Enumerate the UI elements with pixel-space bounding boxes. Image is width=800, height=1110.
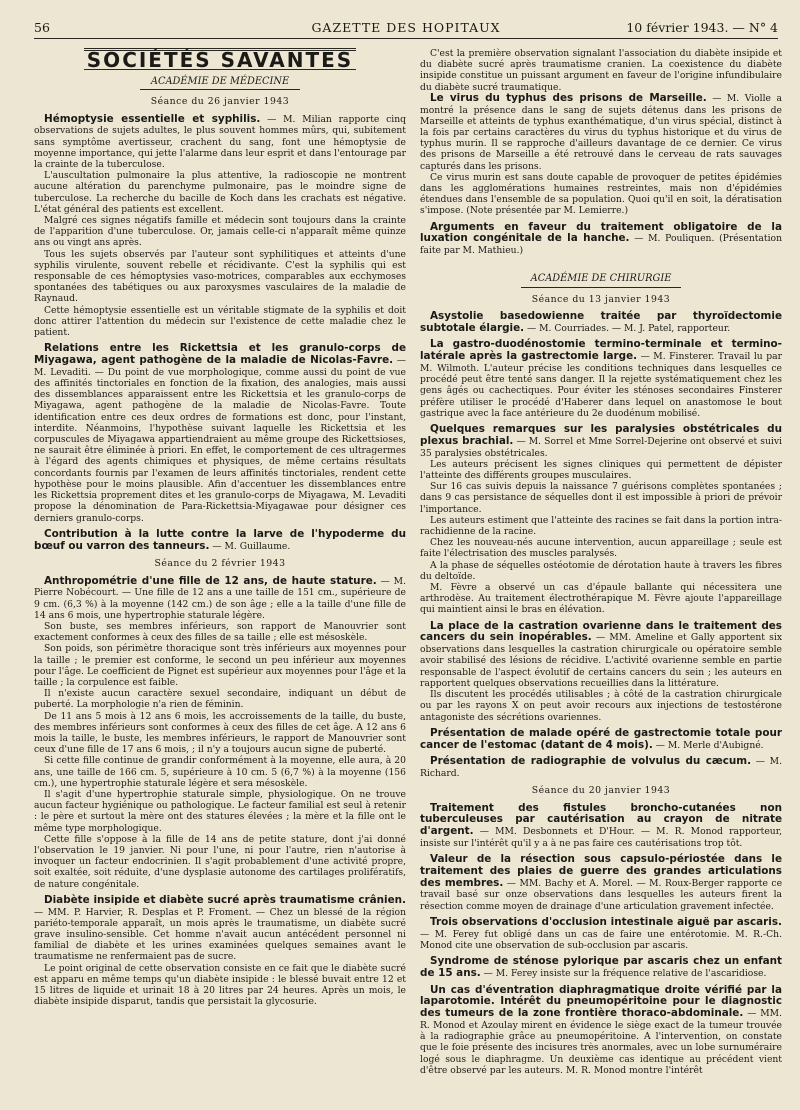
paragraph: Les auteurs précisent les signes cliniques qui permettent de dépister l'atteinte des différents groupes musculaires. [420,458,782,482]
paragraph: Chez les nouveau-nés aucune intervention, aucun appareillage ; seule est faite l'électrisation des muscles paralysés. [420,537,782,560]
article-title: Diabète insipide et diabète sucré après traumatisme crânien. [44,893,406,906]
article-text: — M. Courriades. — M. J. Patel, rapporteur. [524,322,731,334]
article-text: — M. Merle d'Aubigné. [652,739,764,751]
article-text: — MM. Bachy et A. Morel. — M. Roux-Berger rapporte ce travail basé sur onze observations dans lesquelles les auteurs firent la résection comme moyen de drainage d'une articulation gravement infectée. [420,877,783,912]
section-title: SOCIÉTÉS SAVANTES [84,48,356,70]
article-title: Contribution à la lutte contre la larve de l'hypoderme du bœuf ou varron des tanneurs. [34,527,406,552]
paragraph: Tous les sujets observés par l'auteur sont syphilitiques et atteints d'une syphilis virulente, souvent rebelle et récidivante. C'est la syphilis qui est responsable de ces hémoptysies vaso-motrices, comparables aux ecchymoses spontanées des tabétiques ou aux paroxysmes vasculaires de la maladie de Raynaud. [34,248,406,305]
article [420,621,782,723]
article-title: Anthropométrie d'une fille de 12 ans, de haute stature. [44,574,377,587]
paragraph: Le point original de cette observation consiste en ce fait que le diabète sucré est apparu en même temps qu'un diabète insipide : le blessé buvait entre 12 et 15 litres de liquide et urinait 18 à 20 litres par 24 heures. Après un mois, le diabète insipide disparut, tandis que persistait la glycosurie. [34,962,406,1008]
article-title: Arguments en faveur du traitement obligatoire de la luxation congénitale de la hanche. [420,220,782,245]
journal-title: GAZETTE DES HOPITAUX [311,20,501,35]
article [420,917,782,951]
session-date: Séance du 13 janvier 1943 [531,293,671,305]
article [420,424,782,616]
article [420,756,782,779]
paragraph: Malgré ces signes négatifs famille et médecin sont toujours dans la crainte de l'apparition d'une tuberculose. Or, jamais celle-ci n'apparaît même quinze ans ou vingt ans après. [34,215,406,249]
paragraph: A la phase de séquelles ostéotomie de dérotation haute à travers les fibres du deltoïde. [420,559,782,582]
article-title: Le virus du typhus des prisons de Marseille. [430,91,707,104]
divider [521,287,681,288]
issue-date: 10 février 1943. — N° 4 [626,20,778,35]
article [34,895,406,1008]
article-title: Hémoptysie essentielle et syphilis. [44,112,261,125]
article-text: — MM. R. Monod et Azoulay mirent en évidence le siège exact de la tumeur trouvée à la radiographie grâce au pneumopéritoine. A l'intervention, on constate que le foie présente des incisures très anormales, avec un lobe surnuméraire logé sous le diaphragme. Un deuxième cas identique au précédent vient d'être observé par les auteurs. M. R. Monod montre l'intérêt [420,1008,782,1076]
article-text: — M. Violle a montré la présence dans le sang de sujets détenus dans les prisons de Marseille et atteints de typhus exanthématique, d'un virus spécial, distinct à la fois par certains caractères du virus du typhus historique et du virus de typhus murin. Il se rapproche d'ailleurs davantage de ce dernier. Ce virus des prisons de Marseille a été retrouvé dans le cerveau de rats sauvages capturés dans les prisons. [420,92,782,172]
article-title: Quelques remarques sur les paralysies obstétricales du plexus brachial. [420,423,782,447]
paragraph: Son poids, son périmètre thoracique sont très inférieurs aux moyennes pour la taille ; le premier est conforme, le second un peu inférieur aux moyennes pour l'âge. Le coefficient de Pignet est supérieur aux moyennes pour l'âge et la taille ; la corpulence est faible. [34,643,406,688]
article-text: — M. Guillaume. [209,540,291,552]
paragraph: De 11 ans 5 mois à 12 ans 6 mois, les accroissements de la taille, du buste, des membres inférieurs sont conformes à ceux des filles de cet âge. A 12 ans 6 mois la taille, le buste, les membres inférieurs, le rapport de Manouvrier sont ceux d'une fille de 17 ans 6 mois, ; il n'y a toujours aucun signe de puberté. [34,710,406,756]
article-title: La place de la castration ovarienne dans le traitement des cancers du sein inopérables. [420,619,782,644]
article-text: — M. Pouliquen. (Présentation faite par M. Mathieu.) [420,233,782,257]
article-text: — M. Ferey fut obligé dans un cas de faire une entérotomie. M. R.-Ch. Monod cite une observation de sub-occlusion par ascaris. [420,928,782,951]
paragraph: C'est la première observation signalant l'association du diabète insipide et du diabète sucré après traumatisme cranien. La coexistence du diabète insipide constitue un puissant argument en faveur de l'origine infundibulaire du diabète sucré traumatique. [420,48,782,93]
article-text: — M. Milian rapporte cinq observations de sujets adultes, le plus souvent hommes mûrs, qui, subitement sans symptôme avertisseur, crachent du sang, font une hémoptysie de moyenne importance, qui jette l'alarme dans leur esprit et dans l'entourage par la crainte de la tuberculose. [34,113,406,171]
article-text: — M. Richard. [420,756,782,780]
article [34,114,406,339]
paragraph: Ce virus murin est sans doute capable de provoquer de petites épidémies dans les agglomérations humaines restreintes, mais non d'épidémies étendues dans l'ensemble de sa population. Quoi qu'il en soit, la dératisation s'impose. (Note présentée par M. Lemierre.) [420,171,782,217]
article-title: Relations entre les Rickettsia et les granulo-corps de Miyagawa, agent pathogène de la maladie de Nicolas-Favre. [34,342,406,367]
left-column [34,48,406,1012]
article-title: Présentation de radiographie de volvulus du cæcum. [430,755,752,768]
article-title: Présentation de malade opéré de gastrectomie totale pour cancer de l'estomac (datant de 4 mois). [420,726,782,751]
page-number: 56 [34,20,50,35]
article [34,529,406,553]
article-title: Syndrome de sténose pylorique par ascaris chez un enfant de 15 ans. [420,955,782,979]
paragraph: Sur 16 cas suivis depuis la naissance 7 guérisons complètes spontanées ; dans 9 cas persistance de séquelles dont il est impossible à priori de prévoir l'importance. [420,481,782,515]
article-text: — MM. P. Harvier, R. Desplas et P. Froment. — Chez un blessé de la région pariéto-temporale apparaît, un mois après le traumatisme, un diabète sucré grave insulino-sensible. Cet homme n'avait aucun antécédent personnel ni familial de diabète et les urines examinées quelques semaines avant le traumatisme ne renfermaient pas de sucre. [34,906,406,963]
article-text: — M. Sorrel et Mme Sorrel-Dejerine ont observé et suivi 35 paralysies obstétricales. [420,435,782,459]
running-header [34,16,778,39]
article [420,956,782,980]
article [420,854,782,912]
paragraph: Ils discutent les procédés utilisables ; à côté de la castration chirurgicale ou par les rayons X on peut avoir recours aux injections de testostérone antagoniste des sécrétions ovariennes. [420,689,782,723]
article-title: Traitement des fistules broncho-cutanées non tuberculeuses par cautérisation au crayon de nitrate d'argent. [420,801,782,838]
article-text: — MM. Desbonnets et D'Hour. — M. R. Monod rapporteur, insiste sur l'intérêt qu'il y a à ne pas faire ces cautérisations trop tôt. [420,826,782,849]
article-text: — M. Finsterer. Travail lu par M. Wilmoth. L'auteur précise les conditions techniques dans lesquelles ce procédé peut être tenté sans danger. Il la rejette systématiquement chez les gens âgés ou cachectiques. Pour éviter les sténoses secondaires Finsterer préfère utiliser le procédé d'Haberer dans lequel on anastomose le bout gastrique avec la face antérieure du 2e duodénum mobilisé. [420,351,782,419]
paragraph: Son buste, ses membres inférieurs, son rapport de Manouvrier sont exactement conformes à ceux des filles de sa taille ; elle est mésoskèle. [34,620,406,644]
article-title: Un cas d'éventration diaphragmatique droite vérifié par la laparotomie. Intérêt du pneumopéritoine pour le diagnostic des tumeurs de la zone frontière thoraco-abdominale. [420,983,782,1020]
article [34,576,406,890]
divider [140,89,300,90]
article [420,339,782,419]
article-text: — M. Ferey insiste sur la fréquence relative de l'ascaridiose. [480,967,767,979]
article [420,222,782,257]
academy-heading: ACADÉMIE DE MÉDECINE [150,76,290,88]
article-title: Asystolie basedowienne traitée par thyroïdectomie subtotale élargie. [420,309,782,334]
article [34,343,406,523]
article-title: Valeur de la résection sous capsulo-périostée dans le traitement des plaies de guerre des grandes articulations des membres. [420,853,782,889]
paragraph: L'auscultation pulmonaire la plus attentive, la radioscopie ne montrent aucune altération du parenchyme pulmonaire, pas le moindre signe de tuberculose. La recherche du bacille de Koch dans les crachats est négative. L'état général des patients est excellent. [34,170,406,215]
article [420,985,782,1076]
session-date: Séance du 20 janvier 1943 [531,785,671,797]
paragraph: Il s'agit d'une hypertrophie staturale simple, physiologique. On ne trouve aucun facteur hygiénique ou pathologique. Le facteur familial est seul à retenir : le père et surtout la mère ont des statures élevées ; la mère et la fille ont le même type morphologique. [34,788,406,834]
paragraph: Cette fille s'oppose à la fille de 14 ans de petite stature, dont j'ai donné l'observation le 19 janvier. Ni pour l'une, ni pour l'autre, rien n'autorise à invoquer un facteur endocrinien. Il s'agit probablement d'une activité propre, soit exaltée, soit réduite, d'une dysplasie autonome des cartilages prolifératifs, de nature congénitale. [34,833,406,890]
article-text: — M. Levaditi. — Du point de vue morphologique, comme aussi du point de vue des affinités tinctoriales en fonction de la fixation, des analogies, mais aussi des dissemblances apparaissent entre les Rickettsia et les granulo-corps de Miyagawa, agent pathogène de la maladie de Nicolas-Favre. Toute identification entre ces deux ordres de formations est donc, pour l'instant, interdite. Néanmoins, l'hypothèse suivant laquelle les Rickettsia et les corpuscules de Miyagawa appartiendraient au même groupe des Rickettsioses, ne saurait être éliminée à priori. En effet, le comportement de ces ultragermes à l'égard des agents chimiques et physiques, de même certains résultats concordants fournis par l'examen de leurs affinités tinctoriales, rendent cette hypothèse pour le moins plausible. Afin d'accentuer les dissemblances entre les Rickettsia proprement dites et les granulo-corps de Miyagawa, M. Levaditi propose la dénomination de Para-Rickettsia-Miyagawae pour désigner ces derniers granulo-corps. [34,355,406,524]
academy-heading: ACADÉMIE DE CHIRURGIE [530,273,672,285]
paragraph: M. Fèvre a observé un cas d'épaule ballante qui nécessitera une arthrodèse. Au traitement électrothérapique M. Fèvre ajoute l'appareillage qui maintient ainsi le bras en élévation. [420,582,782,616]
article [420,93,782,217]
article-text: — MM. Ameline et Gally apportent six observations dans lesquelles la castration chirurgicale ou opératoire semble avoir stabilisé des lésions de récidive. L'activité ovarienne semble en partie responsable de l'aspect évolutif de certains cancers du sein ; les auteurs en rapportent quelques observations recueillies dans la littérature. [420,632,782,689]
paragraph: Cette hémoptysie essentielle est un véritable stigmate de la syphilis et doit donc attirer l'attention du médecin sur l'existence de cette maladie chez le patient. [34,304,406,339]
article-title: Trois observations d'occlusion intestinale aiguë par ascaris. [430,915,782,928]
article-title: La gastro-duodénostomie termino-terminale et termino-latérale après la gastrectomie large. [420,338,782,363]
article-text: — M. Pierre Nobécourt. — Une fille de 12 ans a une taille de 151 cm., supérieure de 9 cm. (6,3 %) à la moyenne (142 cm.) de son âge ; elle a la taille d'une fille de 14 ans 6 mois, une hypertrophie staturale légère. [34,575,406,621]
session-date: Séance du 2 février 1943 [154,558,286,570]
paragraph: Il n'existe aucun caractère sexuel secondaire, indiquant un début de puberté. La morphologie n'a rien de féminin. [34,688,406,711]
article [420,803,782,850]
paragraph: Si cette fille continue de grandir conformément à la moyenne, elle aura, à 20 ans, une taille de 166 cm. 5, supérieure à 10 cm. 5 (6,7 %) à la moyenne (156 cm.), une hypertrophie staturale légère et sera mésoskèle. [34,755,406,789]
right-column [420,48,782,1081]
session-date: Séance du 26 janvier 1943 [150,96,290,108]
article [420,728,782,752]
article [420,311,782,335]
paragraph: Les auteurs estiment que l'atteinte des racines se fait dans la portion intra-rachidienne de la racine. [420,514,782,538]
